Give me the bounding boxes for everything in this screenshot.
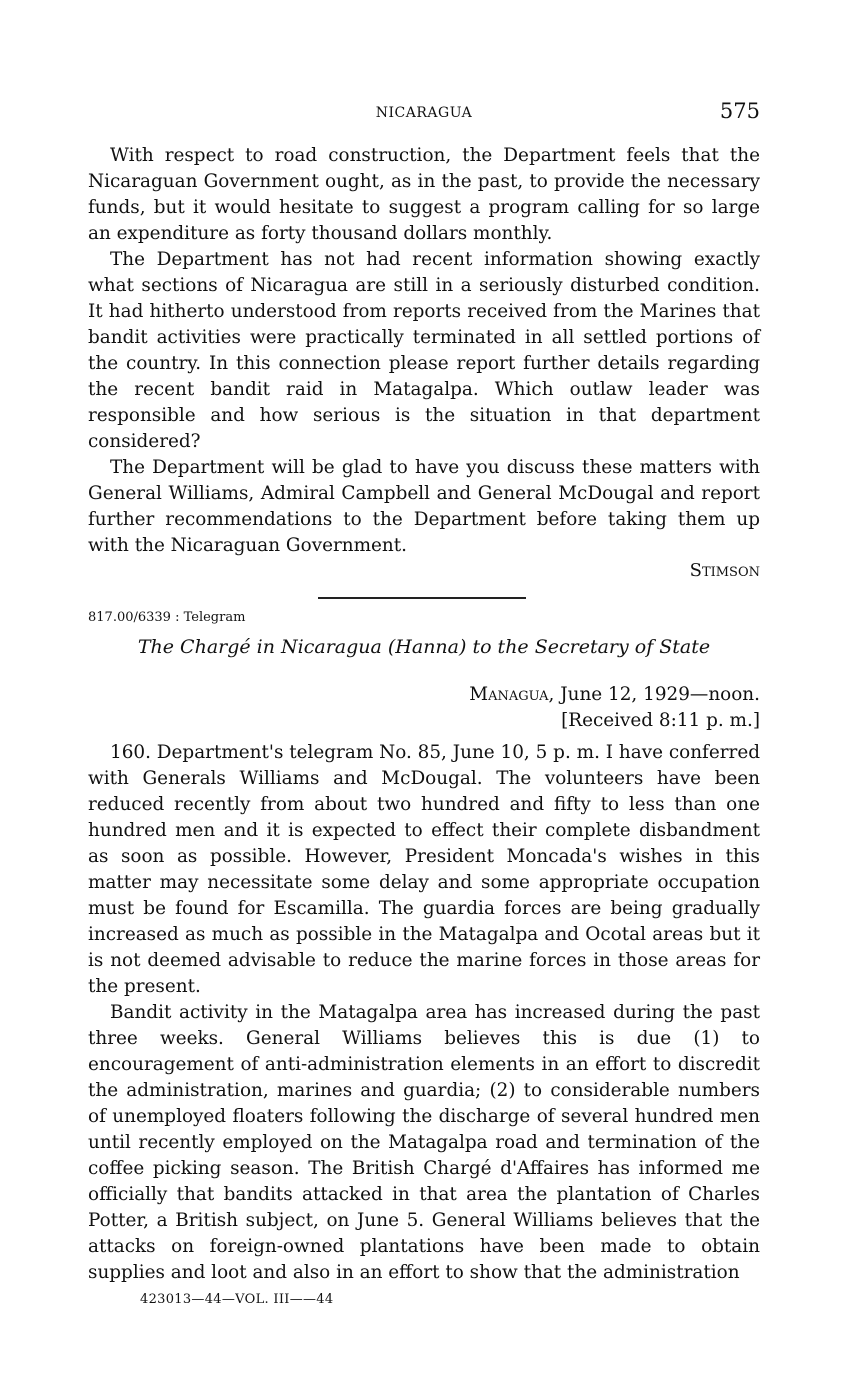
received-line: [Received 8:11 p. m.] xyxy=(561,710,760,731)
dateline xyxy=(88,684,760,705)
file-number: 817.00/6339 : Telegram xyxy=(88,610,246,625)
paragraph-road-construction: With respect to road construction, the Department feels that the Nicaraguan Government ought, as in the past, to provide the necessary funds, but it would hesitate to suggest a program calling for so large an expenditure as forty thousand dollars monthly. xyxy=(88,145,760,244)
page-header xyxy=(88,99,760,129)
paragraph-disturbed-sections: The Department has not had recent information showing exactly what sections of Nicaragua are still in a seriously disturbed condition. It had hitherto understood from reports received from the Marines that bandit activities were practically terminated in all settled portions of the country. In this connection please report further details regarding the recent bandit raid in Matagalpa. Which outlaw leader was responsible and how serious is the situation in that department considered? xyxy=(88,249,760,452)
page-number: 575 xyxy=(719,99,760,123)
paragraph-discuss-matters: The Department will be glad to have you discuss these matters with General Williams, Admiral Campbell and General McDougal and report further recommendations to the Department before taking them up with the Nicaraguan Government. xyxy=(88,457,760,556)
dateline-date: , June 12, 1929—noon. xyxy=(548,684,760,705)
document-title: The Chargé in Nicaragua (Hanna) to the Secretary of State xyxy=(137,636,711,658)
paragraph-bandit-activity: Bandit activity in the Matagalpa area has increased during the past three weeks. General Williams believes this is due (1) to encouragement of anti-administration elements in an effort to discredit the administration, marines and guardia; (2) to considerable numbers of unemployed floaters following the discharge of several hundred men until recently employed on the Matagalpa road and termination of the coffee picking season. The British Chargé d'Affaires has informed me officially that bandits attacked in that area the plantation of Charles Potter, a British subject, on June 5. General Williams believes that the attacks on foreign-owned plantations have been made to obtain supplies and loot and also in an effort to show that the administration xyxy=(88,1002,760,1283)
running-head: NICARAGUA xyxy=(375,105,473,121)
dateline-place: Managua xyxy=(469,684,549,705)
printer-footer: 423013—44—VOL. III——44 xyxy=(140,1292,334,1307)
instructions-text xyxy=(88,143,760,559)
signature: Stimson xyxy=(689,560,760,581)
telegram-text xyxy=(88,740,760,1286)
paragraph-telegram-160: 160. Department's telegram No. 85, June 10, 5 p. m. I have conferred with Generals Williams and McDougal. The volunteers have been reduced recently from about two hundred and fifty to less than one hundred men and it is expected to effect their complete disbandment as soon as possible. However, President Moncada's wishes in this matter may necessitate some delay and some appropriate occupation must be found for Escamilla. The guardia forces are being gradually increased as much as possible in the Matagalpa and Ocotal areas but it is not deemed advisable to reduce the marine forces in those areas for the present. xyxy=(88,742,760,997)
section-divider xyxy=(318,597,526,599)
